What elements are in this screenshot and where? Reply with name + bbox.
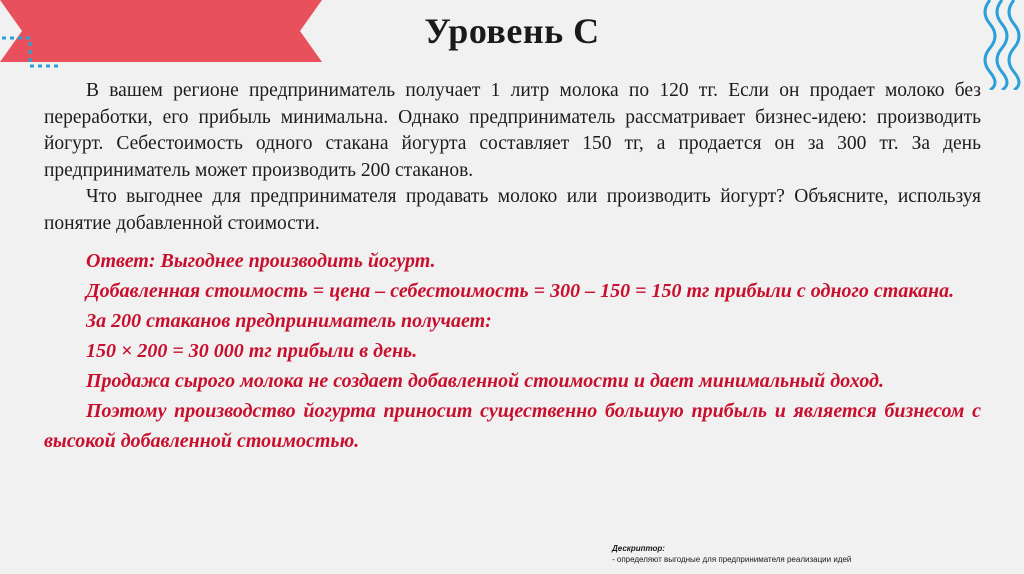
task-question: Что выгоднее для предпринимателя продавать молоко или производить йогурт? Объясните, используя понятие добавленной стоимости.: [44, 186, 981, 234]
answer-line: 150 × 200 = 30 000 тг прибыли в день.: [86, 340, 418, 362]
task-paragraph: В вашем регионе предприниматель получает 1 литр молока по 120 тг. Если он продает молоко без переработки, его прибыль минимальна. Однако предприниматель рассматривает бизнес-идею: производить йогурт. Себестоимость одного стакана йогурта составляет 150 тг, а продается он за 300 тг. За день предприниматель может производить 200 стаканов.: [44, 80, 981, 181]
answer-line: Продажа сырого молока не создает добавленной стоимости и дает минимальный доход.: [86, 370, 884, 392]
slide-title: Уровень С: [424, 11, 600, 51]
answer-line: Ответ: Выгоднее производить йогурт.: [86, 250, 436, 272]
descriptor-note: [612, 543, 851, 565]
descriptor-item: - определяют выгодные для предпринимателя реализации идей: [612, 555, 852, 564]
answer-line: За 200 стаканов предприниматель получает:: [86, 310, 492, 332]
answer-line: Поэтому производство йогурта приносит существенно большую прибыль и является бизнесом с высокой добавленной стоимостью.: [44, 400, 981, 452]
descriptor-label: Дескриптор:: [612, 544, 665, 553]
answer-block: [44, 246, 981, 456]
task-text: [44, 78, 981, 237]
answer-line: Добавленная стоимость = цена – себестоимость = 300 – 150 = 150 тг прибыли с одного стакана.: [86, 280, 955, 302]
